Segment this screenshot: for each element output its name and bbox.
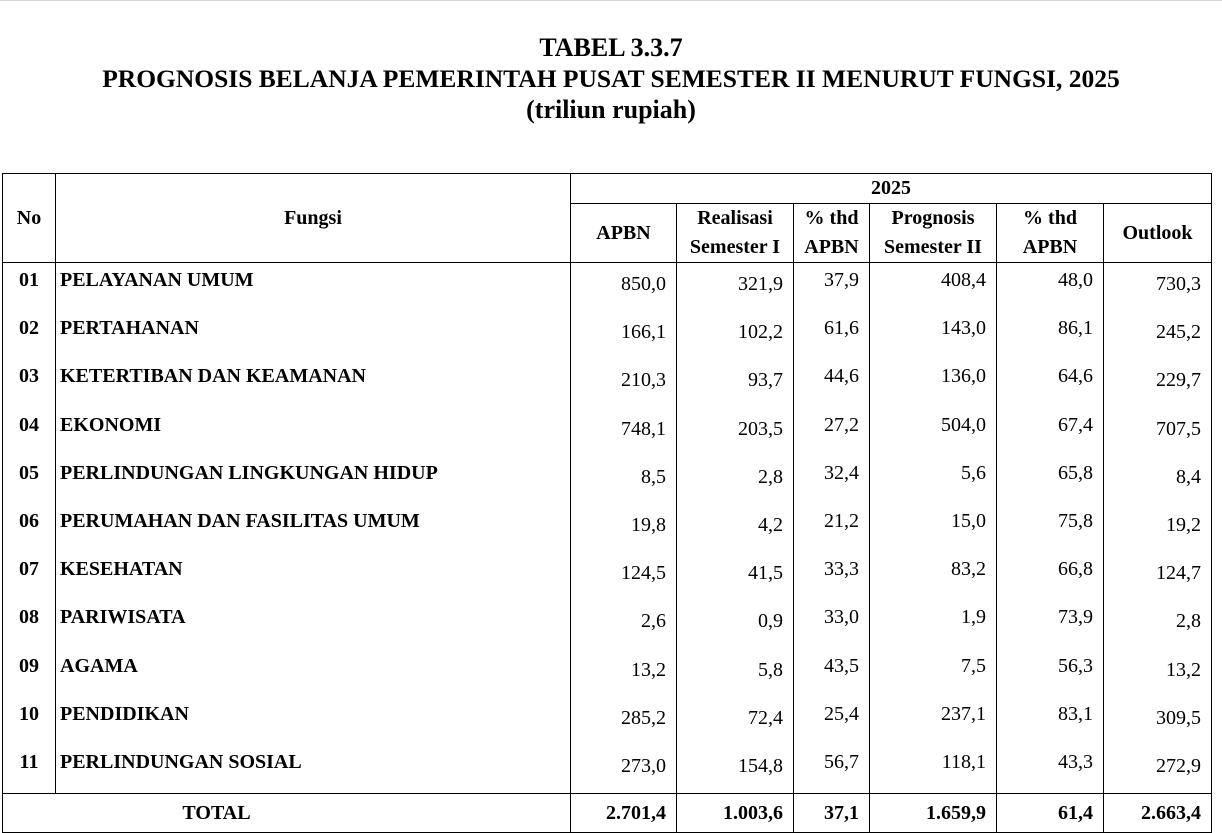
cell-fungsi: EKONOMI [56,408,571,456]
header-prognosis [870,204,997,263]
cell-outlook: 19,2 [1104,504,1212,552]
cell-prognosis: 83,2 [870,552,997,600]
cell-fungsi: PERUMAHAN DAN FASILITAS UMUM [56,504,571,552]
cell-realisasi: 154,8 [677,745,794,794]
cell-pct2: 65,8 [997,456,1104,504]
cell-no: 03 [3,359,56,407]
cell-prognosis: 408,4 [870,263,997,312]
cell-pct1: 44,6 [794,359,870,407]
cell-realisasi: 321,9 [677,263,794,312]
cell-pct2: 67,4 [997,408,1104,456]
table-title: PROGNOSIS BELANJA PEMERINTAH PUSAT SEMESTER II MENURUT FUNGSI, 2025 [102,64,1120,93]
cell-prognosis: 1,9 [870,600,997,648]
cell-prognosis: 7,5 [870,649,997,697]
budget-table [2,173,1212,833]
cell-fungsi: KETERTIBAN DAN KEAMANAN [56,359,571,407]
cell-apbn: 166,1 [571,311,677,359]
table-row [3,552,1212,600]
header-pct2-line1: % thd [1023,207,1077,229]
top-rule [0,0,1222,1]
cell-apbn: 13,2 [571,649,677,697]
cell-realisasi: 2,8 [677,456,794,504]
header-pct-apbn-2 [997,204,1104,263]
cell-fungsi: PELAYANAN UMUM [56,263,571,312]
cell-fungsi: PERLINDUNGAN SOSIAL [56,745,571,794]
header-prognosis-line2: Semester II [884,236,982,258]
header-fungsi: Fungsi [56,174,571,263]
cell-pct1: 33,0 [794,600,870,648]
cell-no: 05 [3,456,56,504]
header-outlook: Outlook [1104,204,1212,263]
header-prognosis-line1: Prognosis [891,207,975,229]
cell-realisasi: 4,2 [677,504,794,552]
cell-apbn: 210,3 [571,359,677,407]
cell-pct2: 43,3 [997,745,1104,794]
cell-outlook: 730,3 [1104,263,1212,312]
header-realisasi-line1: Realisasi [697,207,773,229]
total-pct2: 61,4 [997,794,1104,833]
table-row [3,263,1212,312]
cell-fungsi: PENDIDIKAN [56,697,571,745]
total-label: TOTAL [3,794,571,833]
cell-no: 01 [3,263,56,312]
cell-realisasi: 41,5 [677,552,794,600]
cell-outlook: 2,8 [1104,600,1212,648]
total-prognosis: 1.659,9 [870,794,997,833]
cell-prognosis: 237,1 [870,697,997,745]
cell-outlook: 229,7 [1104,359,1212,407]
header-pct1-line2: APBN [804,236,859,258]
cell-pct2: 86,1 [997,311,1104,359]
cell-outlook: 8,4 [1104,456,1212,504]
cell-apbn: 748,1 [571,408,677,456]
cell-apbn: 273,0 [571,745,677,794]
table-row [3,649,1212,697]
cell-realisasi: 5,8 [677,649,794,697]
header-pct-apbn-1 [794,204,870,263]
header-realisasi-line2: Semester I [689,236,781,258]
cell-realisasi: 102,2 [677,311,794,359]
cell-pct1: 21,2 [794,504,870,552]
cell-prognosis: 143,0 [870,311,997,359]
cell-fungsi: AGAMA [56,649,571,697]
cell-no: 06 [3,504,56,552]
cell-pct1: 43,5 [794,649,870,697]
cell-realisasi: 93,7 [677,359,794,407]
cell-pct2: 83,1 [997,697,1104,745]
cell-apbn: 19,8 [571,504,677,552]
cell-pct2: 56,3 [997,649,1104,697]
total-row [3,794,1212,833]
cell-outlook: 245,2 [1104,311,1212,359]
cell-no: 02 [3,311,56,359]
table-row [3,456,1212,504]
cell-outlook: 272,9 [1104,745,1212,794]
cell-no: 10 [3,697,56,745]
cell-fungsi: PERLINDUNGAN LINGKUNGAN HIDUP [56,456,571,504]
header-pct1-line1: % thd [804,207,859,229]
table-row [3,504,1212,552]
cell-pct1: 25,4 [794,697,870,745]
cell-apbn: 2,6 [571,600,677,648]
cell-pct2: 48,0 [997,263,1104,312]
header-year: 2025 [571,174,1212,204]
cell-apbn: 850,0 [571,263,677,312]
header-realisasi [677,204,794,263]
header-apbn: APBN [571,204,677,263]
cell-pct2: 64,6 [997,359,1104,407]
cell-pct2: 75,8 [997,504,1104,552]
total-realisasi: 1.003,6 [677,794,794,833]
header-row-year [3,174,1212,204]
cell-pct1: 56,7 [794,745,870,794]
cell-apbn: 285,2 [571,697,677,745]
total-apbn: 2.701,4 [571,794,677,833]
table-row [3,600,1212,648]
cell-pct1: 61,6 [794,311,870,359]
cell-no: 09 [3,649,56,697]
cell-prognosis: 118,1 [870,745,997,794]
header-no: No [3,174,56,263]
cell-apbn: 124,5 [571,552,677,600]
cell-no: 04 [3,408,56,456]
header-pct2-line2: APBN [1022,236,1078,258]
cell-fungsi: PARIWISATA [56,600,571,648]
cell-pct1: 27,2 [794,408,870,456]
table-row [3,408,1212,456]
cell-pct1: 33,3 [794,552,870,600]
cell-prognosis: 15,0 [870,504,997,552]
cell-prognosis: 5,6 [870,456,997,504]
cell-fungsi: PERTAHANAN [56,311,571,359]
table-number: TABEL 3.3.7 [539,33,683,62]
cell-no: 11 [3,745,56,794]
cell-prognosis: 504,0 [870,408,997,456]
table-row [3,311,1212,359]
cell-pct2: 66,8 [997,552,1104,600]
cell-realisasi: 203,5 [677,408,794,456]
cell-apbn: 8,5 [571,456,677,504]
table-unit: (triliun rupiah) [526,95,696,124]
cell-fungsi: KESEHATAN [56,552,571,600]
table-row [3,697,1212,745]
title-block [0,32,1222,125]
cell-outlook: 13,2 [1104,649,1212,697]
cell-no: 07 [3,552,56,600]
total-outlook: 2.663,4 [1104,794,1212,833]
table-row [3,745,1212,794]
cell-realisasi: 72,4 [677,697,794,745]
cell-outlook: 707,5 [1104,408,1212,456]
cell-realisasi: 0,9 [677,600,794,648]
cell-outlook: 124,7 [1104,552,1212,600]
cell-pct2: 73,9 [997,600,1104,648]
cell-pct1: 37,9 [794,263,870,312]
cell-outlook: 309,5 [1104,697,1212,745]
total-pct1: 37,1 [794,794,870,833]
cell-prognosis: 136,0 [870,359,997,407]
cell-pct1: 32,4 [794,456,870,504]
cell-no: 08 [3,600,56,648]
table-row [3,359,1212,407]
